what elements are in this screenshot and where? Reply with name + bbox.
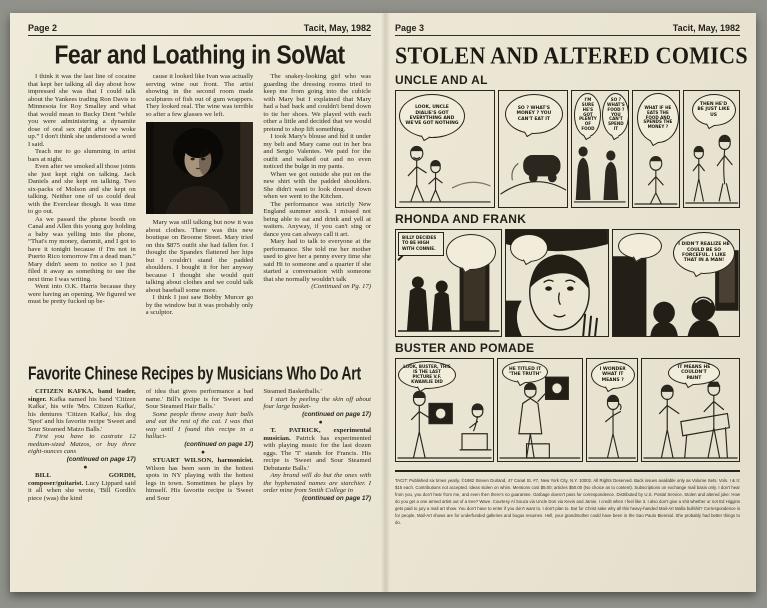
speech-bubble: IT MEANS HE COULDN'T PAINT (668, 361, 720, 385)
article-column-3 (263, 73, 371, 357)
speech-bubble: LOOK, UNCLE DIALIE'S GOT EVERYTHING AND WE'VE GOT NOTHING (399, 94, 465, 138)
page-2 (10, 13, 383, 592)
speech-bubble: I WONDER WHAT IT MEANS ? (591, 361, 635, 389)
speech-bubble: THEN HE'D BE JUST LIKE US (692, 94, 736, 126)
section-divider-bullet: ● (200, 449, 206, 456)
recipe-item (28, 388, 136, 433)
header-rule (28, 35, 371, 36)
article-paragraph: The performance was strictly New England summer stock. I missed not being able to eat and drink and yell at waiters. Anyway, if you can't sing or dance you can always call it art. (263, 200, 372, 238)
continued-note: (continued on page 17) (66, 455, 136, 463)
header-rule (395, 35, 740, 36)
article-columns (28, 73, 371, 357)
article-paragraph: Went into O.K. Harris because they were having an opening. We figured we must be pretty fucked up be- (28, 283, 136, 305)
article-paragraph: cause it looked like Ivan was actually serving wine out front. The artist showing in the second room made sculptures of fish out of gum wrappers. They looked real. The wine was terrible so after a few glasses we left. (145, 73, 254, 118)
musician-name: BILL GORDH, composer/guitarist. (28, 472, 136, 487)
musician-name: STUART WILSON, harmonicist. (152, 457, 254, 464)
recipe-instructions: I start by peeling the skin off about four large basket- (263, 395, 372, 410)
recipe-item (146, 457, 254, 502)
comic-panel (586, 358, 638, 462)
continued-note: (continued on page 17) (302, 494, 372, 502)
continued-note: (continued on page 17) (302, 410, 372, 418)
speech-bubble: I'M SURE HE'S GOT PLENTY OF FOOD (574, 93, 601, 137)
issue-label: Tacit, May, 1982 (303, 23, 371, 33)
recipes-section-title: Favorite Chinese Recipes by Musicians Who Do Art (28, 362, 361, 384)
comic-panel (571, 90, 628, 208)
continued-note: (continued on page 17) (184, 440, 254, 448)
comic-panel (505, 229, 609, 337)
article-title: Fear and Loathing in SoWat (54, 40, 345, 70)
comics-section-title: STOLEN AND ALTERED COMICS (395, 42, 748, 69)
article-paragraph: When we got outside she put on the new shirt with the padded shoulders. She didn't want to look dressed down when we went to the Kitchen. (263, 170, 372, 200)
empty-speech-bubble (618, 233, 662, 259)
recipe-text: Wilson has been seen in the hottest spots in NY playing with the hottest legs in town. Sometimes he plays by himself. His favorite recipe is 'Sweet and Sour (145, 464, 254, 502)
page-gutter-crease (381, 13, 390, 592)
section-divider-bullet: ● (83, 464, 88, 471)
section-divider-bullet: ● (318, 419, 323, 426)
recipes-column-3 (263, 388, 371, 584)
page-number-label: Page 2 (28, 23, 58, 33)
musician-name: CITIZEN KAFKA, band leader, singer. (28, 388, 136, 403)
speech-bubble: WHAT IF HE EATS THE FOOD AND SPENDS THE MONEY ? (637, 93, 679, 143)
comic-strip-buster-and-pomade (395, 358, 740, 462)
recipes-columns (28, 388, 371, 584)
article-paragraph: As we passed the phone booth on Canal and Allen this young guy holding a baby was yelling into the phone, “That's my money, dammit, and I got to have it tonight because if I'm not in Puerto Rico tomorrow I'm a dead man.” Mary didn't seem to notice so I just filed it away as something to use the next time I was writing. (28, 215, 136, 283)
comic-panel (632, 90, 680, 208)
comic-panel (497, 358, 583, 462)
comic-panel (395, 90, 495, 208)
page-number-label: Page 3 (395, 23, 425, 33)
recipe-text: Patrick has experimented with playing music for the last dozen eggs. The 'T' stands for Francis. His recipe is 'Sweet and Sour Steamed Debutante Balls.' (263, 434, 372, 472)
colophon-rule (395, 470, 740, 472)
recipes-column-2 (146, 388, 254, 584)
comic-strip-rhonda-and-frank (395, 229, 740, 337)
article-column-1 (28, 73, 136, 357)
article-column-2 (146, 73, 254, 357)
empty-speech-bubble (446, 234, 496, 270)
portrait-photo-art (146, 122, 254, 214)
page-3-header (395, 23, 740, 33)
article-paragraph: Teach me to go slumming in artist bars at night. (28, 148, 136, 163)
portrait-photo (146, 122, 254, 214)
article-paragraph: Mary had to talk to everyone at the performance. She told me her mother used to give her a penny every time she said Hi to someone and a quarter if she started a conversation with someone that she normally wouldn't talk (263, 238, 372, 283)
comic-panel (395, 229, 502, 337)
speech-bubble: SO ? WHAT'S FOOD ? YOU CAN'T SPEND IT (602, 93, 628, 137)
article-paragraph: I think it was the last line of cocaine that kept her talking all day about how impressed she was that I could talk about the Yankees trading Ron Davis to Minnesota for Roy Smalley and what that would mean to Bucky Dent “while you were administering a dynamite dose of oral sex right after we woke up.” I don't think she understood a word I said. (28, 73, 136, 148)
speech-bubble: LOOK, BUSTER, THIS IS THE LAST PICTURE V.F. KWAWLIE DID (398, 361, 456, 389)
strip-title-buster-and-pomade: BUSTER AND POMADE (395, 341, 535, 355)
recipe-text: Steamed Basketballs.' (263, 388, 322, 395)
continued-note: (Continued on Pg. 17) (311, 283, 372, 290)
strip-title-rhonda-and-frank: RHONDA AND FRANK (395, 212, 527, 226)
article-paragraph: The snakey-looking girl who was guarding the dressing rooms tried to keep me from going into the cubicle with Mary but I explained that Mary had a bad back and couldn't bend down to tie her shoes. We played with each other a little and decided that we would pretend to shop lift something. (263, 73, 372, 133)
colophon-text: TACIT: Published six times yearly. ©1982 Steven Durland, 47 Canal St. #7, New York City, N.Y. 10002. All Rights Deserved. Back issues available only as Volume Sets. Vols. I & II: $15 each. Contributions not accepted. Ideas stolen on whim. Mentions cost $5.00; articles $50.00 (No choice as to content). Subscriptions on exchange mail basis only. I don't hear from you, you don't hear from me, and even then there's no guarantee. Garbage doesn't pass for correspondence. Distributed by U.S. Postal Service. Stolen and altered joke: How do you get a one armed artist out of a tree? Wave. Courtesy Al Souza via Uncle Don via Kevin and Jamie. I credit when I feel like it. I also don't give a shit whether or not Ed Higgins gets paid to jury a mail art show. You don't have to enter if you don't want to. I don't plan to. But for Christ sake why all this heavy-handed Mail-Art Mafia bullshit? Correspondence is for people, Mail-Art shows are for underfunded galleries and bogus resumes. Hell, your grandmother could have been in the Sao Paulo Biennial. She probably had better things to do. (395, 478, 740, 525)
page-2-header (28, 23, 371, 33)
recipe-text: Lucy Lippard said it all when she wrote, 'Bill Gordh's piece (was) the kind (28, 479, 136, 502)
comic-strip-uncle-and-al (395, 90, 740, 208)
page-3 (383, 13, 756, 592)
speech-bubble: SO ? WHAT'S MONEY ? YOU CAN'T EAT IT (505, 94, 563, 134)
article-paragraph: I took Mary's blouse and hid it under my belt and Mary came out in her bra and Sergio Valentes. We paid for the outfit and walked out and no even noticed the bulge in my pants. (263, 133, 372, 170)
article-paragraph: Even after we smoked all those joints she just kept right on talking. Jack Daniels and she kept on talking. Two six-packs of Molson and she kept on talking. Neither one of us could deal with the Everclear though. It was time to go out. (28, 163, 136, 215)
speech-bubble: HE TITLED IT "THE TRUTH" (502, 361, 548, 383)
strip-title-uncle-and-al: UNCLE AND AL (395, 73, 488, 87)
issue-label: Tacit, May, 1982 (672, 23, 740, 33)
recipe-instructions: First you have to castrate 12 medium-sized Matzos, or buy three eight-ounces cans (28, 433, 136, 455)
speech-bubble: I DIDN'T REALIZE HE COULD BE SO FORCEFUL. I LIKE THAT IN A MAN! (673, 232, 735, 274)
musician-name: T. PATRICK, experimental musician. (263, 427, 372, 442)
comic-panel (641, 358, 740, 462)
recipe-item (28, 472, 136, 502)
comic-panel (395, 358, 494, 462)
article-paragraph: I think I just saw Bobby Murcer go by the window but it was probably only a sculptor. (145, 294, 254, 316)
caption-box: BILLY DECIDES TO BE HIGH WITH CONNIE. (398, 232, 444, 256)
comic-panel (683, 90, 740, 208)
recipe-text: of idea that gives performance a bad name.' Bill's recipe is for 'Sweet and Sour Steamed Hair Balls.' (145, 388, 254, 410)
recipe-text: Kafka named his band 'Citizen Kafka', his wife 'Mrs. Citizen Kafka', his dentures 'Citizen Kafka', his dog 'Spot' and his favorite recipe 'Sweet and Sour Steamed Matzo Balls.' (28, 395, 136, 433)
comic-panel (498, 90, 569, 208)
zine-spread-paper (10, 13, 756, 592)
recipe-instructions: Some people throw away hair balls and eat the rest of the cat. I was that way until I found this recipe in a halluci- (145, 410, 254, 440)
recipes-column-1 (28, 388, 136, 584)
article-paragraph: Mary was still talking but now it was about clothes. There was this new boutique on Broome Street. Mary tried on this $875 outfit she had fallen for. I thought the Spandex flattered her hips but I couldn't stand the padded shoulders. I bought it for her anyway because I thought she would quit talking about clothes and we could talk about baseball some more. (145, 219, 254, 294)
recipe-instructions: Any brand will do but the ones with the hyphenated names are starchier. I order mine from Smith College in (263, 472, 372, 494)
recipe-item (263, 427, 371, 472)
comic-panel (612, 229, 740, 337)
